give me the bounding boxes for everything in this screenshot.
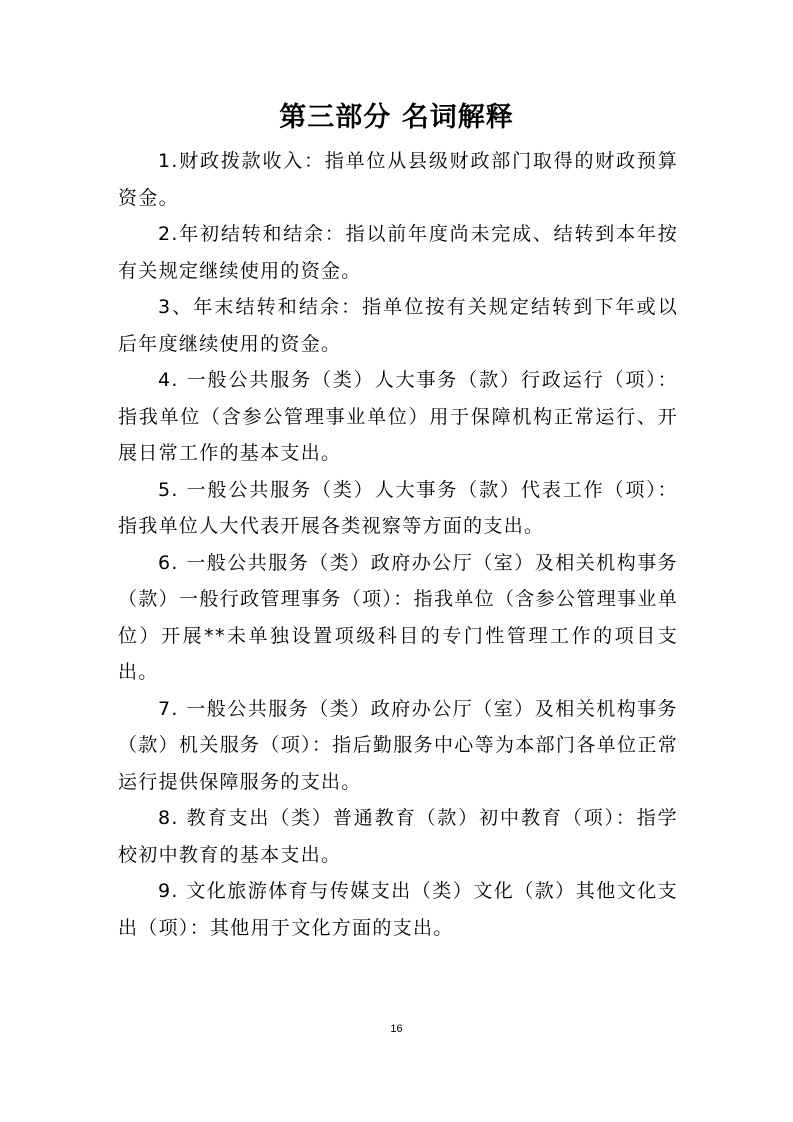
definition-paragraph-4: 4. 一般公共服务（类）人大事务（款）行政运行（项）：指我单位（含参公管理事业单位）用于保障机构正常运行、开展日常工作的基本支出。 xyxy=(118,369,678,464)
definition-paragraph-8: 8. 教育支出（类）普通教育（款）初中教育（项）：指学校初中教育的基本支出。 xyxy=(118,807,678,866)
definition-paragraph-9: 9. 文化旅游体育与传媒支出（类）文化（款）其他文化支出（项）：其他用于文化方面的支出。 xyxy=(118,880,678,939)
page-number: 16 xyxy=(390,1023,403,1035)
definition-paragraph-6: 6. 一般公共服务（类）政府办公厅（室）及相关机构事务（款）一般行政管理事务（项）：指我单位（含参公管理事业单位）开展**未单独设置项级科目的专门性管理工作的项目支出。 xyxy=(118,551,678,683)
definitions-list xyxy=(118,143,678,946)
definition-paragraph-7: 7. 一般公共服务（类）政府办公厅（室）及相关机构事务（款）机关服务（项）：指后勤服务中心等为本部门各单位正常运行提供保障服务的支出。 xyxy=(118,697,678,793)
definition-paragraph-5: 5. 一般公共服务（类）人大事务（款）代表工作（项）：指我单位人大代表开展各类视察等方面的支出。 xyxy=(118,478,678,537)
definition-paragraph-2: 2.年初结转和结余：指以前年度尚未完成、结转到本年按有关规定继续使用的资金。 xyxy=(118,223,678,282)
page-title: 第三部分 名词解释 xyxy=(279,102,514,133)
definition-paragraph-1: 1.财政拨款收入：指单位从县级财政部门取得的财政预算资金。 xyxy=(118,150,678,209)
definition-paragraph-3: 3、年末结转和结余：指单位按有关规定结转到下年或以后年度继续使用的资金。 xyxy=(118,296,678,355)
